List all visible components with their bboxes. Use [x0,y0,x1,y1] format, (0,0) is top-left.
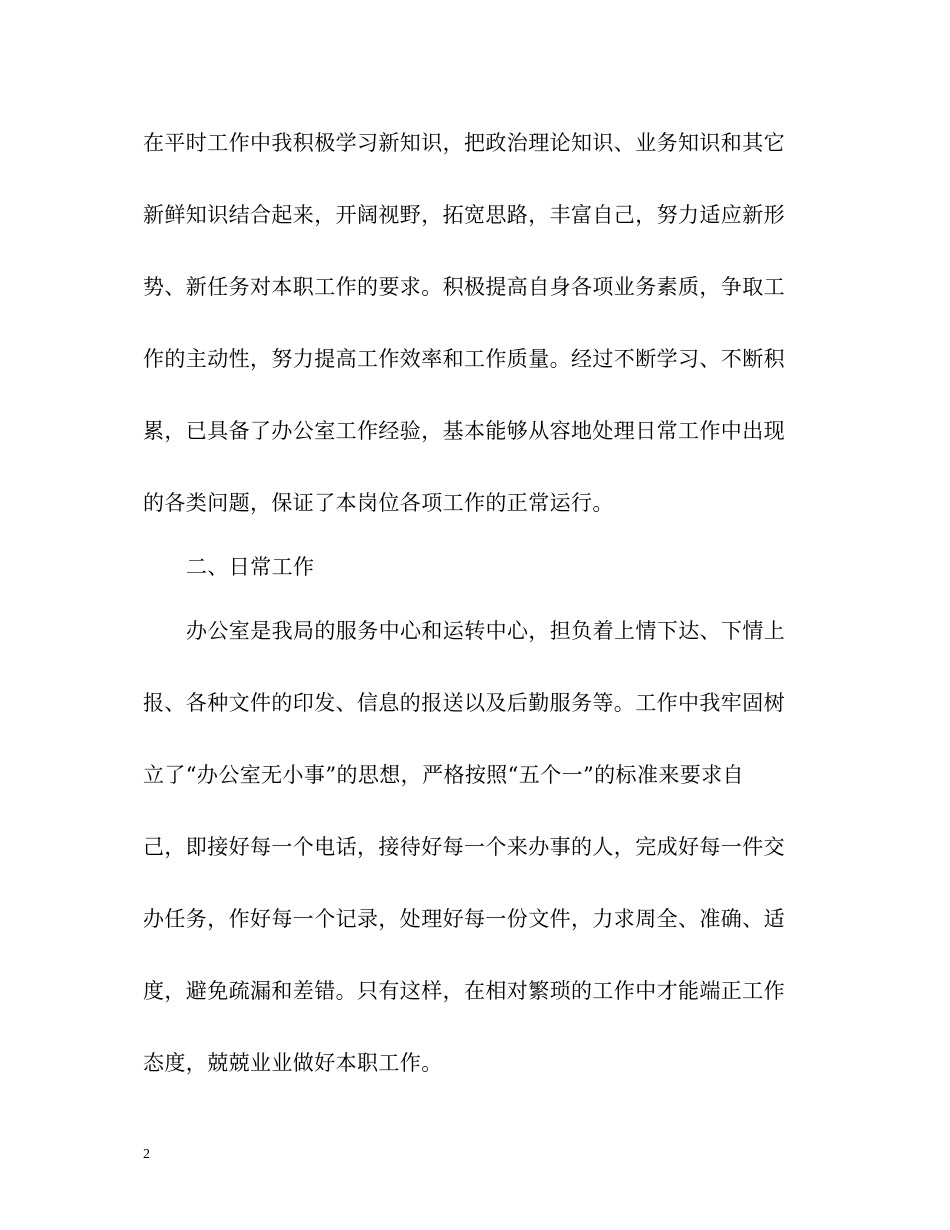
paragraph-1-line-5: 累，已具备了办公室工作经验，基本能够从容地处理日常工作中出现 [143,419,785,443]
paragraph-2-line-3: 立了“办公室无小事”的思想，严格按照“五个一”的标准来要求自 [143,763,744,787]
paragraph-2-line-7: 态度，兢兢业业做好本职工作。 [143,1051,443,1075]
section-heading: 二、日常工作 [186,555,315,579]
paragraph-2-line-2: 报、各种文件的印发、信息的报送以及后勤服务等。工作中我牢固树 [143,691,785,715]
paragraph-2-line-6: 度，避免疏漏和差错。只有这样，在相对繁琐的工作中才能端正工作 [143,979,785,1003]
paragraph-2-line-1: 办公室是我局的服务中心和运转中心，担负着上情下达、下情上 [186,619,786,643]
paragraph-1-line-1: 在平时工作中我积极学习新知识，把政治理论知识、业务知识和其它 [143,131,785,155]
paragraph-1-line-3: 势、新任务对本职工作的要求。积极提高自身各项业务素质，争取工 [143,275,785,299]
paragraph-1-line-6: 的各类问题，保证了本岗位各项工作的正常运行。 [143,491,614,515]
paragraph-2-line-4: 己，即接好每一个电话，接待好每一个来办事的人，完成好每一件交 [143,835,785,859]
paragraph-1-line-2: 新鲜知识结合起来，开阔视野，拓宽思路，丰富自己，努力适应新形 [143,203,785,227]
page-number: 2 [143,1147,150,1162]
paragraph-1-line-4: 作的主动性，努力提高工作效率和工作质量。经过不断学习、不断积 [143,347,785,371]
paragraph-2-line-5: 办任务，作好每一个记录，处理好每一份文件，力求周全、准确、适 [143,907,785,931]
